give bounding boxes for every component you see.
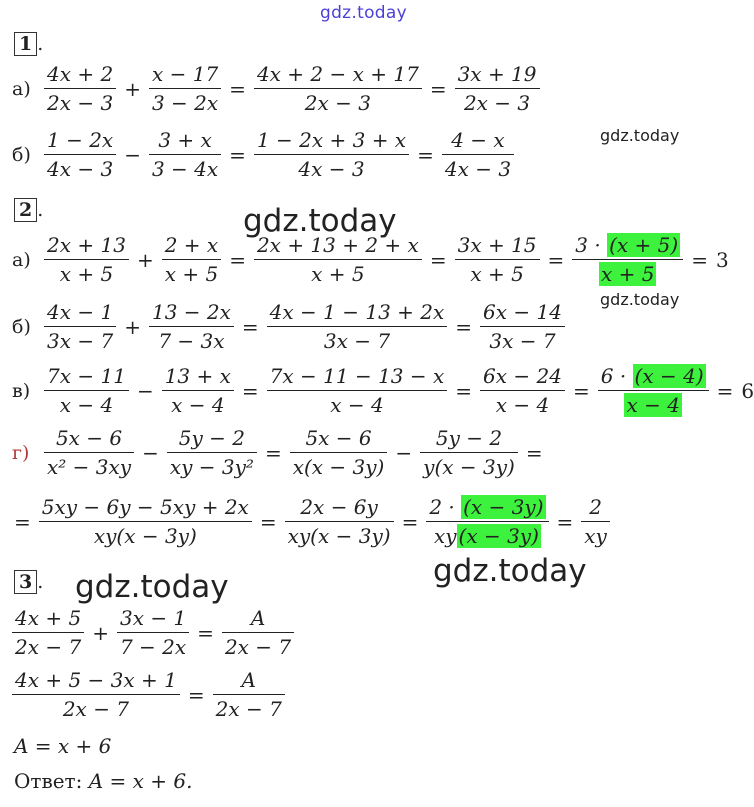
fraction-cancelled (426, 497, 548, 547)
numerator: 7x − 11 − 13 − x (269, 364, 445, 388)
cancel-highlight: x + 5 (601, 262, 655, 286)
fraction-bar (222, 632, 294, 633)
operator: + (92, 621, 109, 645)
denominator: x + 5 (59, 262, 114, 286)
numerator: A (241, 668, 256, 692)
denominator: x − 4 (171, 393, 225, 417)
denominator: 2x − 7 (62, 697, 130, 721)
watermark-large-3: gdz.today (75, 569, 229, 605)
watermark-small-1: gdz.today (600, 126, 680, 145)
numerator: 5x − 6 (305, 426, 372, 450)
numerator: 2x − 6y (300, 495, 378, 519)
fraction (267, 366, 448, 416)
period: . (37, 199, 44, 221)
answer-value: A = x + 6. (88, 769, 193, 793)
operator: + (124, 315, 141, 339)
denominator: x − 4 (59, 393, 114, 417)
fraction (167, 428, 257, 478)
cancel-highlight: (x + 5) (609, 233, 679, 257)
fraction (581, 497, 610, 547)
fraction (442, 130, 514, 180)
numerator: 1 − 2x (47, 128, 114, 152)
numerator: 6x − 24 (483, 364, 562, 388)
part-label: б) (12, 315, 31, 338)
numerator: 3x − 1 (119, 606, 187, 630)
numerator: 4x + 5 (15, 606, 82, 630)
task-3-result-line: A = x + 6 (14, 734, 112, 758)
fraction-bar (480, 390, 565, 391)
fraction-bar (44, 452, 134, 453)
fraction-bar (581, 521, 610, 522)
cancel-highlight: (x − 4) (634, 364, 704, 388)
operator: − (142, 441, 159, 465)
denominator: x − 4 (495, 393, 550, 417)
numerator: 2 (589, 495, 602, 519)
fraction-bar (480, 326, 565, 327)
fraction-bar (149, 88, 221, 89)
fraction (213, 670, 285, 720)
fraction (267, 302, 448, 352)
operator: = (229, 143, 246, 167)
operator: = (14, 510, 31, 534)
operator: = (197, 621, 214, 645)
operator: − (136, 379, 154, 403)
fraction (254, 235, 422, 285)
fraction (44, 366, 129, 416)
numerator: A (250, 606, 266, 630)
fraction-bar (44, 259, 129, 260)
fraction-bar (44, 154, 116, 155)
numerator: 2x + 13 + 2 + x (256, 233, 419, 257)
fraction (455, 235, 540, 285)
task-3-header (14, 570, 43, 594)
task-2b-equation (12, 302, 565, 352)
denominator: 7 − 2x (119, 635, 187, 659)
part-label: а) (12, 77, 31, 100)
denominator: 4x − 3 (47, 157, 114, 181)
task-2a-equation (12, 235, 729, 285)
cancel-highlight: (x − 3y) (463, 495, 544, 519)
operator: = (525, 441, 543, 465)
numerator: 2x + 13 (47, 233, 126, 257)
denominator: xy (584, 524, 607, 548)
fraction-bar (162, 390, 234, 391)
denominator: xy − 3y² (169, 455, 254, 479)
numerator: 6x − 14 (483, 300, 562, 324)
numerator: 4x − 1 − 13 + 2x (269, 300, 445, 324)
numerator: 13 + x (164, 364, 231, 388)
operator: = (429, 77, 447, 101)
denominator: 2x − 3 (47, 91, 114, 115)
denominator: 3x − 7 (47, 329, 114, 353)
denominator: x + 5 (470, 262, 524, 286)
denominator: y(x − 3y) (423, 455, 515, 479)
denominator: 4x − 3 (444, 157, 512, 181)
numerator: 5xy − 6y − 5xy + 2x (41, 495, 249, 519)
math-part: xy (433, 524, 457, 548)
task-2-header (14, 198, 43, 222)
numerator: 4x + 5 − 3x + 1 (15, 668, 177, 692)
denominator: xy(x − 3y) (287, 524, 391, 548)
operator: + (124, 77, 141, 101)
fraction-bar (455, 259, 540, 260)
denominator (621, 395, 684, 416)
numerator: 4x + 2 − x + 17 (256, 62, 419, 86)
fraction (44, 130, 116, 180)
part-label: г) (12, 441, 30, 464)
operator: = (547, 248, 565, 272)
cancel-highlight: x − 4 (626, 393, 680, 417)
fraction (149, 302, 234, 352)
numerator (598, 366, 709, 387)
math-part: 2 · (429, 495, 462, 519)
fraction (254, 64, 422, 114)
fraction-cancelled (598, 366, 709, 416)
fraction (455, 64, 540, 114)
fraction-bar (598, 390, 709, 391)
task-1b-equation (12, 130, 514, 180)
task-number-box: 3 (14, 570, 37, 594)
denominator (596, 264, 659, 285)
fraction (149, 130, 221, 180)
denominator: 2x − 7 (15, 635, 82, 659)
fraction (12, 670, 180, 720)
task-2v-equation (12, 366, 754, 416)
numerator: 13 − 2x (151, 300, 231, 324)
operator: − (395, 441, 413, 465)
fraction-bar (167, 452, 257, 453)
fraction-bar (254, 259, 422, 260)
fraction-bar (254, 154, 409, 155)
denominator: x(x − 3y) (292, 455, 385, 479)
watermark-small-2: gdz.today (600, 290, 680, 309)
numerator: 4 − x (451, 128, 505, 152)
part-label: а) (12, 248, 31, 271)
fraction-bar (420, 452, 518, 453)
denominator: 7 − 3x (158, 329, 225, 353)
fraction (480, 366, 565, 416)
task-3-equation-2 (12, 670, 285, 720)
numerator (426, 497, 548, 518)
result: 6 (741, 379, 754, 403)
fraction (44, 235, 129, 285)
fraction-bar (442, 154, 514, 155)
fraction-bar (267, 390, 448, 391)
cancel-highlight: (x − 3y) (458, 524, 539, 548)
fraction-bar (149, 326, 234, 327)
watermark-top: gdz.today (320, 3, 407, 23)
fraction (12, 608, 84, 658)
operator: = (716, 379, 734, 403)
part-label: б) (12, 143, 31, 166)
numerator (572, 235, 683, 256)
operator: = (229, 77, 246, 101)
fraction (162, 366, 234, 416)
fraction (149, 64, 221, 114)
task-2g-equation-line2 (12, 497, 610, 547)
denominator (431, 526, 544, 547)
task-number-box: 1 (14, 32, 37, 56)
numerator: 7x − 11 (47, 364, 126, 388)
denominator: x + 5 (164, 262, 219, 286)
fraction (285, 497, 394, 547)
denominator: 4x − 3 (298, 157, 365, 181)
part-label: в) (12, 379, 31, 402)
task-2g-equation-line1 (12, 428, 545, 478)
fraction-bar (44, 88, 116, 89)
fraction-bar (44, 390, 129, 391)
fraction-bar (455, 88, 540, 89)
fraction (44, 428, 134, 478)
denominator: 2x − 3 (463, 91, 531, 115)
fraction-bar (117, 632, 189, 633)
denominator: xy(x − 3y) (93, 524, 197, 548)
fraction-bar (162, 259, 221, 260)
denominator: 3x − 7 (489, 329, 556, 353)
period: . (37, 33, 44, 55)
denominator: x² − 3xy (47, 455, 132, 479)
operator: = (691, 248, 708, 272)
fraction-bar (44, 326, 116, 327)
operator: = (572, 379, 590, 403)
fraction (162, 235, 221, 285)
operator: − (124, 143, 141, 167)
fraction-bar (290, 452, 388, 453)
numerator: x − 17 (151, 62, 219, 86)
operator: = (556, 510, 574, 534)
denominator: 3x − 7 (323, 329, 391, 353)
fraction (44, 302, 116, 352)
operator: = (417, 143, 434, 167)
fraction-bar (285, 521, 394, 522)
answer-label: Ответ: (14, 769, 89, 793)
numerator: 3 + x (158, 128, 212, 152)
fraction-bar (426, 521, 548, 522)
watermark-large-2: gdz.today (433, 553, 587, 589)
task-number-box: 2 (14, 198, 37, 222)
task-1a-equation (12, 64, 540, 114)
operator: = (241, 379, 259, 403)
operator: = (401, 510, 419, 534)
numerator: 5y − 2 (435, 426, 503, 450)
denominator: 3 − 4x (151, 157, 219, 181)
fraction (480, 302, 565, 352)
fraction (420, 428, 518, 478)
operator: = (241, 315, 259, 339)
denominator: 3 − 2x (151, 91, 219, 115)
numerator: 5x − 6 (55, 426, 123, 450)
fraction-bar (213, 694, 285, 695)
fraction-cancelled (572, 235, 683, 285)
operator: + (136, 248, 154, 272)
fraction (117, 608, 189, 658)
numerator: 3x + 19 (457, 62, 537, 86)
task-3-equation-1 (12, 608, 294, 658)
fraction (254, 130, 409, 180)
operator: = (455, 315, 473, 339)
operator: = (259, 510, 277, 534)
fraction-bar (149, 154, 221, 155)
fraction-bar (12, 694, 180, 695)
fraction (39, 497, 252, 547)
numerator: 4x + 2 (47, 62, 114, 86)
operator: = (455, 379, 473, 403)
numerator: 2 + x (164, 233, 219, 257)
denominator: 2x − 7 (224, 635, 292, 659)
fraction (44, 64, 116, 114)
fraction (290, 428, 388, 478)
fraction-bar (267, 326, 448, 327)
fraction-bar (254, 88, 422, 89)
math-part: 6 · (600, 364, 633, 388)
math-part: 3 · (575, 233, 608, 257)
denominator: 2x − 7 (215, 697, 282, 721)
fraction-bar (39, 521, 252, 522)
operator: = (229, 248, 246, 272)
operator: = (187, 683, 205, 707)
operator: = (264, 441, 282, 465)
watermark-large-1: gdz.today (243, 203, 397, 239)
numerator: 4x − 1 (47, 300, 114, 324)
period: . (37, 571, 44, 593)
fraction-bar (572, 259, 683, 260)
fraction-bar (12, 632, 84, 633)
fraction (222, 608, 294, 658)
task-3-answer (14, 771, 192, 791)
result: 3 (715, 248, 729, 272)
denominator: x − 4 (330, 393, 384, 417)
numerator: 1 − 2x + 3 + x (256, 128, 407, 152)
denominator: x + 5 (311, 262, 365, 286)
numerator: 5y − 2 (178, 426, 245, 450)
numerator: 3x + 15 (457, 233, 537, 257)
operator: = (429, 248, 447, 272)
denominator: 2x − 3 (304, 91, 371, 115)
task-1-header (14, 32, 43, 56)
